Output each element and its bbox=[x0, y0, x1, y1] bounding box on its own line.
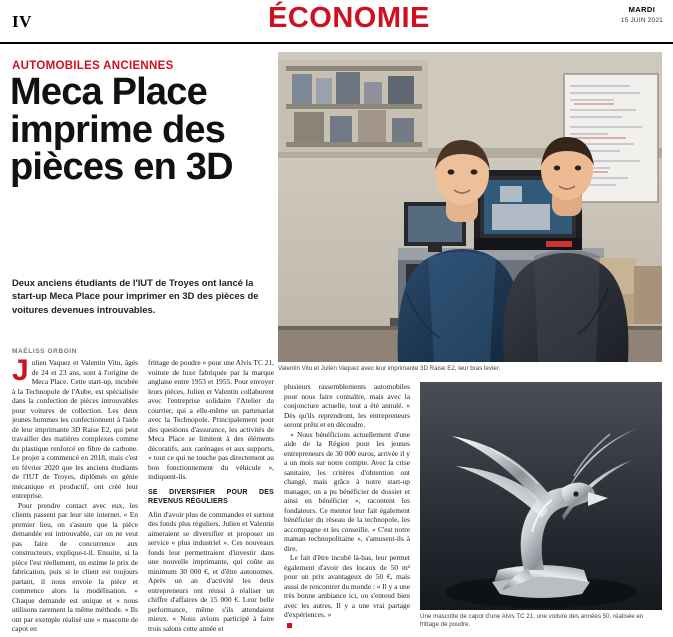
article-column-3 bbox=[284, 382, 410, 629]
dropcap: J bbox=[12, 354, 29, 387]
col2-para-2: Afin d'avoir plus de commandes et surtout des fonds plus réguliers, Julien et Valentin aimeraient se diversifier et proposer un service « plus industriel ». Ces nouveaux fonds leur permettraient d'investir dans une nouvelle imprimante, qui coûte au minimum 30 000 €, et d'être autonomes. Après un an d'activité les deux entrepreneurs ont réussi à réaliser un chiffre d'affaires de 15 000 €. Leur belle performance, même s'ils attendaient mieux. « Nous avions participé à faire trois salons cette année et bbox=[148, 509, 274, 633]
section-title: ÉCONOMIE bbox=[268, 2, 430, 34]
date-block bbox=[621, 5, 663, 26]
col1-para-2: Pour prendre contact avec eux, les clients passent par leur site internet. « En premier lieu, on s'assure que la pièce demandée est introuvable, car on ne veut pas faire de concurrence aux constructeurs, explique-t-il. Ensuite, si la pièce l'est réellement, on estime le prix de fabrication, puis si le client est toujours partant, il nous envoie la pièce et commence alors la modélisation. » Chaque demande est unique et « nous utilisons rarement la même méthode. » Ils ont par exemple réalisé une « mascotte de capot en bbox=[12, 500, 138, 634]
photo-workshop-illustration bbox=[278, 52, 662, 362]
col3-para-1: plusieurs rassemblements automobiles pour nous faire connaître, mais avec la conjoncture actuelle, tout a été annulé. « Dès qu'ils reprendront, les entrepreneurs seront prêts et en découdre. bbox=[284, 382, 410, 430]
article-byline: MAÉLISS ORBOIN bbox=[12, 348, 78, 355]
col3-para-2: « Nous bénéficions actuellement d'une aide de la Région pour les jeunes entrepreneurs de 30 000 euros, arrivée il y a un mois sur notre compte. Avec la crise sanitaire, les critères d'obtention ont changé, mais grâce à notre start-up manager, on a pu bénéficier de dossier et ainsi en bénéficier », racontent les fondateurs. Ce mentor leur fait également bénéficier du réseau de la technopole, les accompagne et les conseille. « C'est notre maman technopolitaine », s'amusent-ils à dire. bbox=[284, 429, 410, 553]
col1-para-1: ulien Vaquez et Valentin Vitu, âgés de 24 et 23 ans, sont à l'origine de Meca Place. Cette start-up, incubée à la Technopole de l'Aube, est spécialisée dans la confection de pièces introuvables pour voitures de collection. Les deux jeunes hommes les confectionnent à l'aide de leur imprimante 3D Raise E2, qui peut travailler des matières complexes comme du plastique renforcé en fibre de carbone. Le projet a commencé en 2018, mais c'est en février 2020 que les anciens étudiants de l'IUT de Troyes, diplômés en génie mécanique et productif, ont créé leur entreprise. bbox=[12, 358, 138, 501]
page-folio: IV bbox=[12, 12, 32, 31]
masthead bbox=[0, 0, 673, 44]
col2-para-1: frittage de poudre » pour une Alvis TC 21, voiture de luxe fabriquée par la marque anglaise entre 1953 et 1955. Pour envoyer leurs pièces, Julien et Valentin collaborent avec l'entreprise solidaire l'Atelier du courrier, qui a elle-même un partenariat avec la Technopole. Principalement pour des questions d'assurance, les activités de Meca Place se limitent à des éléments décoratifs, aux carénages et aux supports, « tout ce qui ne touche pas directement au bon fonctionnement du véhicule », indiquent-ils. bbox=[148, 358, 274, 482]
date-full: 15 JUIN 2021 bbox=[620, 17, 663, 25]
article-standfirst: Deux anciens étudiants de l'IUT de Troyes ont lancé la start-up Meca Place pour imprimer en 3D des pièces de voitures devenues introuvables. bbox=[12, 277, 259, 315]
photo-hood-ornament bbox=[420, 382, 662, 610]
photo-caption-bottom: Une mascotte de capot d'une Alvis TC 21, une voiture des années 50, réalisée en frittage de poudre. bbox=[420, 613, 644, 629]
end-of-article-icon bbox=[287, 623, 292, 628]
article-column-1 bbox=[12, 354, 138, 634]
date-day: MARDI bbox=[628, 5, 656, 14]
article-kicker: AUTOMOBILES ANCIENNES bbox=[12, 60, 174, 72]
article-column-2 bbox=[148, 358, 274, 633]
subhead-revenus: SE DIVERSIFIER POUR DES REVENUS RÉGULIERS bbox=[148, 488, 274, 505]
page-title: Meca Place imprime des pièces en 3D bbox=[10, 71, 233, 189]
photo-workshop bbox=[278, 52, 662, 362]
col3-para-3: Le fait d'être incubé là-bas, leur permet également d'avoir des locaux de 50 m² pour un prix avantageux de 50 €, mais aussi de rencontrer du monde : « Il y a une très bonne ambiance ici, on s'entend bien avec les autres. Il y a une vrai partage d'expériences. » bbox=[284, 553, 411, 620]
photo-hood-ornament-illustration bbox=[420, 382, 662, 610]
photo-caption-top: Valentin Vitu et Julien Vaquez avec leur imprimante 3D Raise E2, leur bras levier. bbox=[278, 365, 501, 372]
